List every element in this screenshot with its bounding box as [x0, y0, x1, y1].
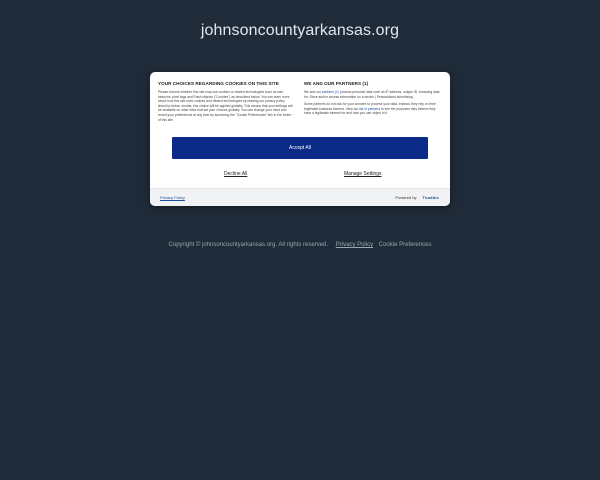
- trustarc-logo[interactable]: TrustArc: [422, 195, 439, 200]
- privacy-policy-link[interactable]: Privacy Policy: [160, 195, 185, 200]
- powered-by-label: Powered by: [395, 195, 417, 200]
- page-footer: [0, 242, 600, 248]
- powered-by: [395, 195, 439, 200]
- partners-link[interactable]: partners (1): [321, 90, 339, 94]
- cookie-choices-section: [158, 81, 294, 125]
- decline-all-link[interactable]: Decline All: [224, 171, 248, 177]
- partners-text-1-post: process personal data such as IP address, unique ID, browsing data for: Store and/or access information on a device | Personalised advertising.: [304, 90, 440, 99]
- cookie-choices-text: [158, 90, 294, 122]
- cookie-consent-dialog: [150, 72, 450, 206]
- partners-heading: WE AND OUR PARTNERS (1): [304, 81, 369, 86]
- manage-settings-link[interactable]: Manage Settings: [344, 171, 382, 177]
- cookie-choices-heading: YOUR CHOICES REGARDING COOKIES ON THIS SITE: [158, 81, 279, 86]
- footer-privacy-policy-link[interactable]: Privacy Policy: [335, 242, 374, 248]
- copyright-text: Copyright © johnsoncountyarkansas.org. All rights reserved.: [168, 242, 329, 248]
- partners-text-2-post: to see the purposes they believe they have a legitimate interest for and how you can object to it.: [304, 106, 436, 116]
- list-of-partners-link[interactable]: list of partners: [359, 106, 381, 111]
- cookie-choices-paragraph: Please choose whether this site may use cookies or related technologies such as web beacons, pixel tags and Flash objects ("Cookies") as described below. You can learn more about how this site uses cookies and related technologies by reading our privacy policy linked to below. Insofar, this choice will be applied globally. This means that your settings will be available on other sites that set your choices globally. You can change your mind and revisit your preferences at any time by accessing the "Cookie Preferences" link in the footer of this site.: [158, 90, 293, 122]
- site-title: johnsoncountyarkansas.org: [200, 22, 400, 39]
- partners-text-2-pre: Some partners do not ask for your consent to process your data, instead, they rely on their legitimate business interest. View our: [304, 102, 436, 111]
- partners-text-1-pre: We and our: [304, 90, 321, 94]
- cookie-preferences-link[interactable]: Cookie Preferences: [378, 242, 432, 248]
- partners-paragraph-2: [304, 102, 440, 116]
- accept-all-button[interactable]: Accept All: [172, 137, 428, 159]
- partners-text: [304, 90, 440, 116]
- partners-paragraph-1: [304, 90, 440, 99]
- partners-section: [304, 81, 440, 119]
- dialog-footer: [150, 188, 450, 206]
